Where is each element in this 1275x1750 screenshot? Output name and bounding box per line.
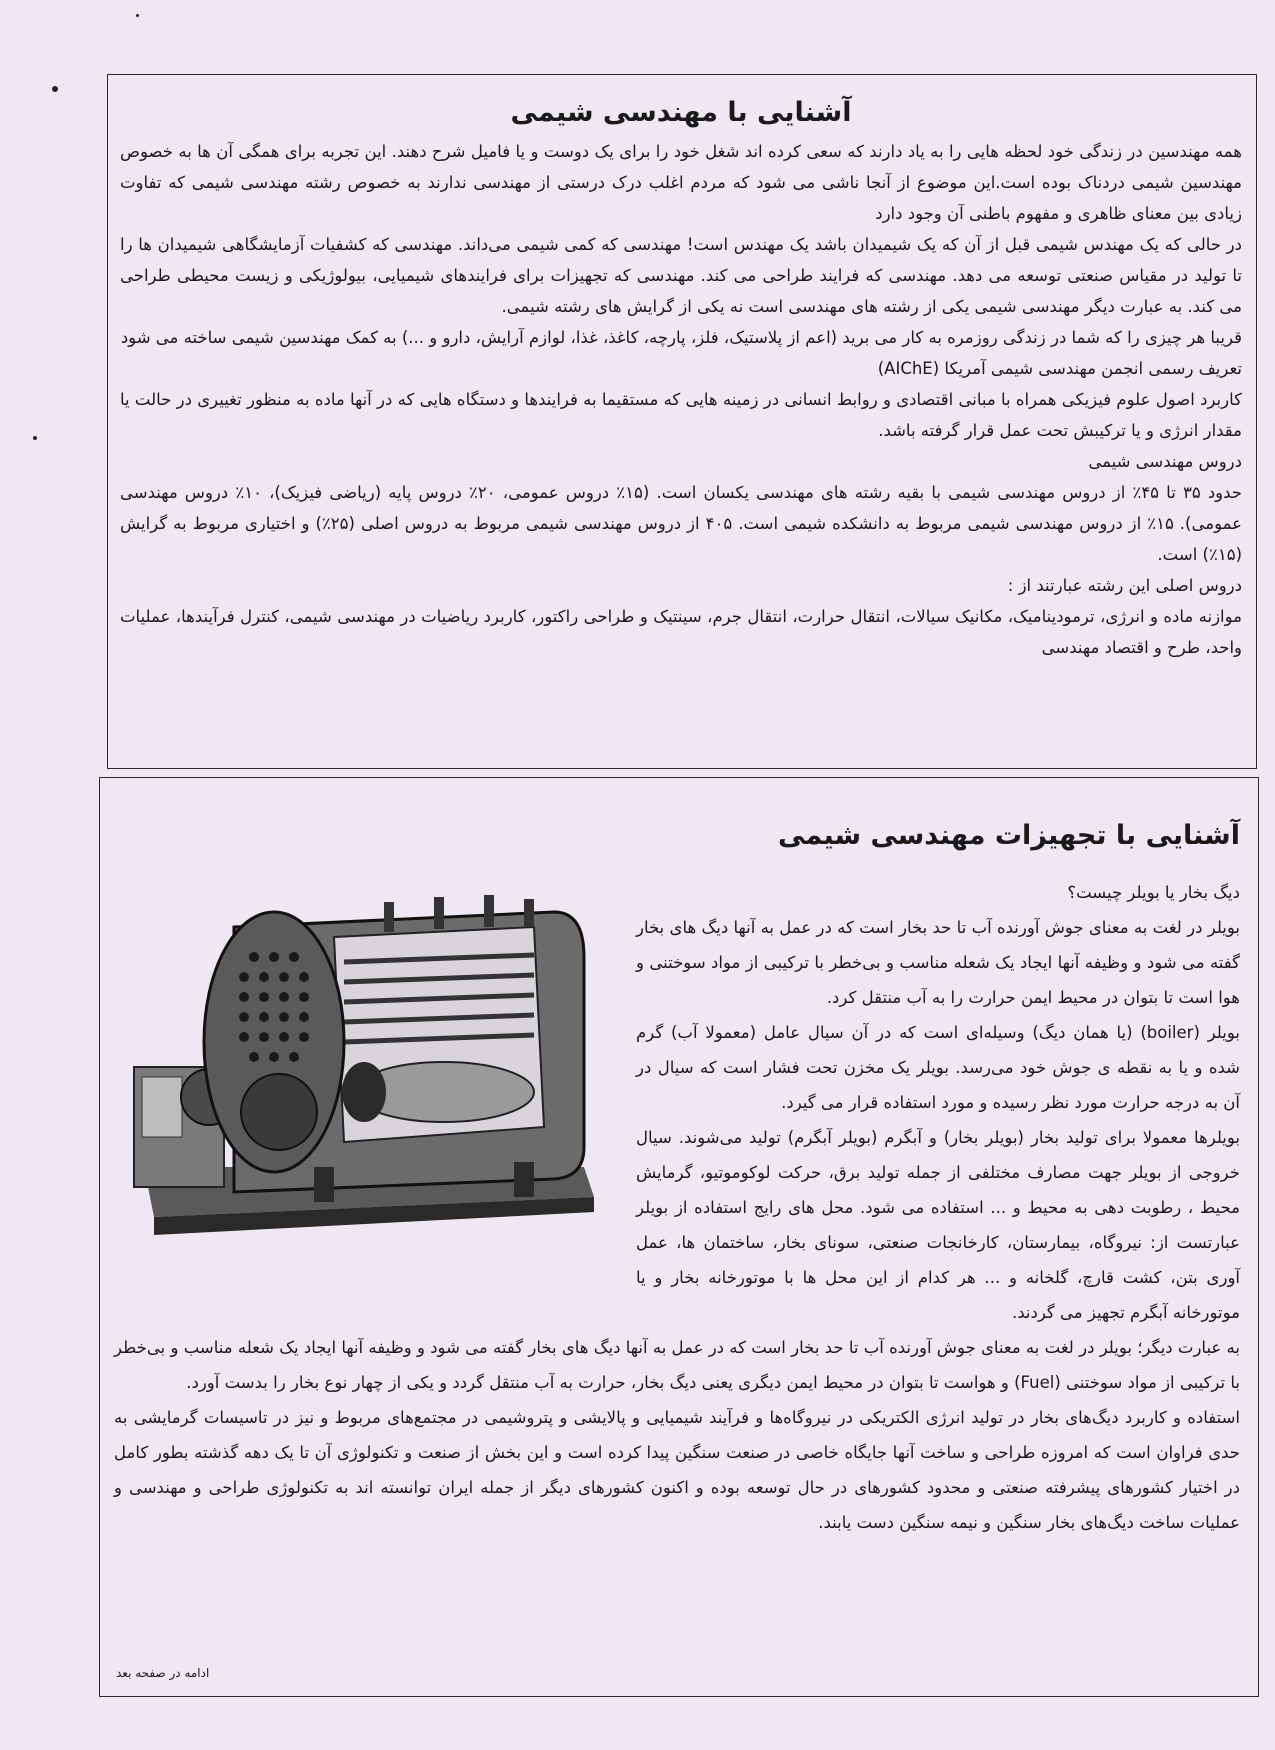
paragraph: بویلر در لغت به معنای جوش آورنده آب تا حد بخار است که در عمل به آنها دیگ های بخار گفته می شود و وظیفه آنها ایجاد یک شعله مناسب و بی‌خطر با ترکیبی از مواد سوختنی و هوا است تا بتوان در محیط ایمن حرارت را به آب منتقل کرد. <box>636 918 1240 1008</box>
paragraph: کاربرد اصول علوم فیزیکی همراه با مبانی اقتصادی و روابط انسانی در زمینه هایی که مستقیما به فرایندها و دستگاه هایی که در آنها ماده به منظور تغییری در حالت یا مقدار انرژی و یا ترکیبش تحت عمل قرار گرفته باشد. <box>120 390 1242 441</box>
section-title: آشنایی با تجهیزات مهندسی شیمی <box>778 820 1240 851</box>
paragraph: موازنه ماده و انرژی، ترمودینامیک، مکانیک سیالات، انتقال حرارت، انتقال جرم، سینتیک و طراحی راکتور، کاربرد ریاضیات در مهندسی شیمی، کنترل فرآیندها، عملیات واحد، طرح و اقتصاد مهندسی <box>120 607 1242 658</box>
paragraph: تعریف رسمی انجمن مهندسی شیمی آمریکا (AIChE) <box>877 359 1242 379</box>
paragraph: استفاده و کاربرد دیگ‌های بخار در تولید انرژی الکتریکی در نیروگاه‌ها و فرآیند شیمیایی و پالایشی و پتروشیمی در مجتمع‌های مربوط و نیز در تاسیسات گرمایشی به حدی فراوان است که امروزه طراحی و ساخت آنها جایگاه خاصی در صنعت سنگین پیدا کرده است و این بخش از صنعت و تکنولوژی آن تا یک دهه گذشته بطور کامل در اختیار کشورهای پیشرفته صنعتی و محدود کشورهای در حال توسعه بوده و اکنون کشورهای دیگر از جمله ایران توانسته اند به تکنولوژی طراحی و مهندسی و عملیات ساخت دیگ‌های بخار سنگین و نیمه سنگین دست یابند. <box>114 1408 1240 1533</box>
speck-mark <box>33 436 37 440</box>
paragraph: دیگ بخار یا بویلر چیست؟ <box>1067 883 1240 903</box>
section-title: آشنایی با مهندسی شیمی <box>510 97 852 128</box>
paragraph: دروس اصلی این رشته عبارتند از : <box>1007 576 1242 596</box>
paragraph: بویلرها معمولا برای تولید بخار (بویلر بخار) و آبگرم (بویلر آبگرم) تولید می‌شوند. سیال خروجی از بویلر جهت مصارف مختلفی از جمله تولید برق، حرکت لوکوموتیو، گرمایش محیط ، رطوبت دهی به محیط و ... استفاده می شود. محل های رایج استفاده از بویلر عبارتست از: نیروگاه، بیمارستان، کارخانجات صنعتی، سونای بخار، ساختمان ها، عمل آوری بتن، کشت قارچ، گلخانه و ... هر کدام از این محل ها با موتورخانه بخار و یا موتورخانه آبگرم تجهیز می گردند. <box>636 1128 1240 1323</box>
section-chemical-engineering <box>107 74 1257 769</box>
paragraph: به عبارت دیگر؛ بویلر در لغت به معنای جوش آورنده آب تا حد بخار است که در عمل به آنها دیگ های بخار گفته می شود و وظیفه آنها ایجاد یک شعله مناسب و بی‌خطر با ترکیبی از مواد سوختنی (Fuel) و هواست تا بتوان در محیط ایمن دیگری یعنی دیگ بخار، حرارت به آب منتقل گردد و یکی از چهار نوع بخار را بدست آورد. <box>114 1338 1240 1393</box>
boiler-illustration <box>114 867 614 1272</box>
paragraph: حدود ۳۵ تا ۴۵٪ از دروس مهندسی شیمی با بقیه رشته های مهندسی یکسان است. (۱۵٪ دروس عمومی، ۲۰٪ دروس پایه (ریاضی فیزیک)، ۱۰٪ دروس مهندسی عمومی). ۱۵٪ از دروس مهندسی شیمی مربوط به دانشکده شیمی است. ۴۰۵ از دروس مهندسی شیمی مربوط به دروس اصلی (۲۵٪) و اختیاری مربوط به گرایش (۱۵٪) است. <box>120 483 1243 565</box>
paragraph: همه مهندسین در زندگی خود لحظه هایی را به یاد دارند که سعی کرده اند شغل خود را برای یک دوست و یا فامیل شرح دهند. این تجربه برای همگی آن ها به خصوص مهندسین شیمی دردناک بوده است.این موضوع از آنجا ناشی می شود که مردم اغلب درک درستی از مهندسی ندارند به خصوص رشته مهندسی شیمی که تفاوت زیادی بین معنای ظاهری و مفهوم باطنی آن وجود دارد <box>120 142 1242 224</box>
speck-mark <box>136 14 139 17</box>
paragraph: بویلر (boiler) (یا همان دیگ) وسیله‌ای است که در آن سیال عامل (معمولا آب) گرم شده و یا به نقطه ی جوش خود می‌رسد. بویلر یک مخزن تحت فشار است که سیال در آن به درجه حرارت مورد نظر رسیده و مورد استفاده قرار می گیرد. <box>636 1023 1240 1113</box>
paragraph: دروس مهندسی شیمی <box>1088 452 1242 472</box>
paragraph: قریبا هر چیزی را که شما در زندگی روزمره به کار می برید (اعم از پلاستیک، فلز، پارچه، کاغذ، غذا، لوازم آرایش، دارو و ...) به کمک مهندسین شیمی ساخته می شود <box>120 328 1242 348</box>
speck-mark <box>52 86 58 92</box>
section-chemical-equipment <box>99 777 1259 1697</box>
continued-note: ادامه در صفحه بعد <box>116 1666 210 1680</box>
paragraph: در حالی که یک مهندس شیمی قبل از آن که یک شیمیدان باشد یک مهندس است! مهندسی که کمی شیمی می‌داند. مهندسی که کشفیات آزمایشگاهی شیمیدان ها را تا تولید در مقیاس صنعتی توسعه می دهد. مهندسی که فرایند طراحی می کند. مهندسی که تجهیزات برای فرایندهای شیمیایی، بیولوژیکی و زیست محیطی طراحی می کند. به عبارت دیگر مهندسی شیمی یکی از رشته های مهندسی است نه یکی از گرایش های رشته شیمی. <box>120 235 1242 317</box>
